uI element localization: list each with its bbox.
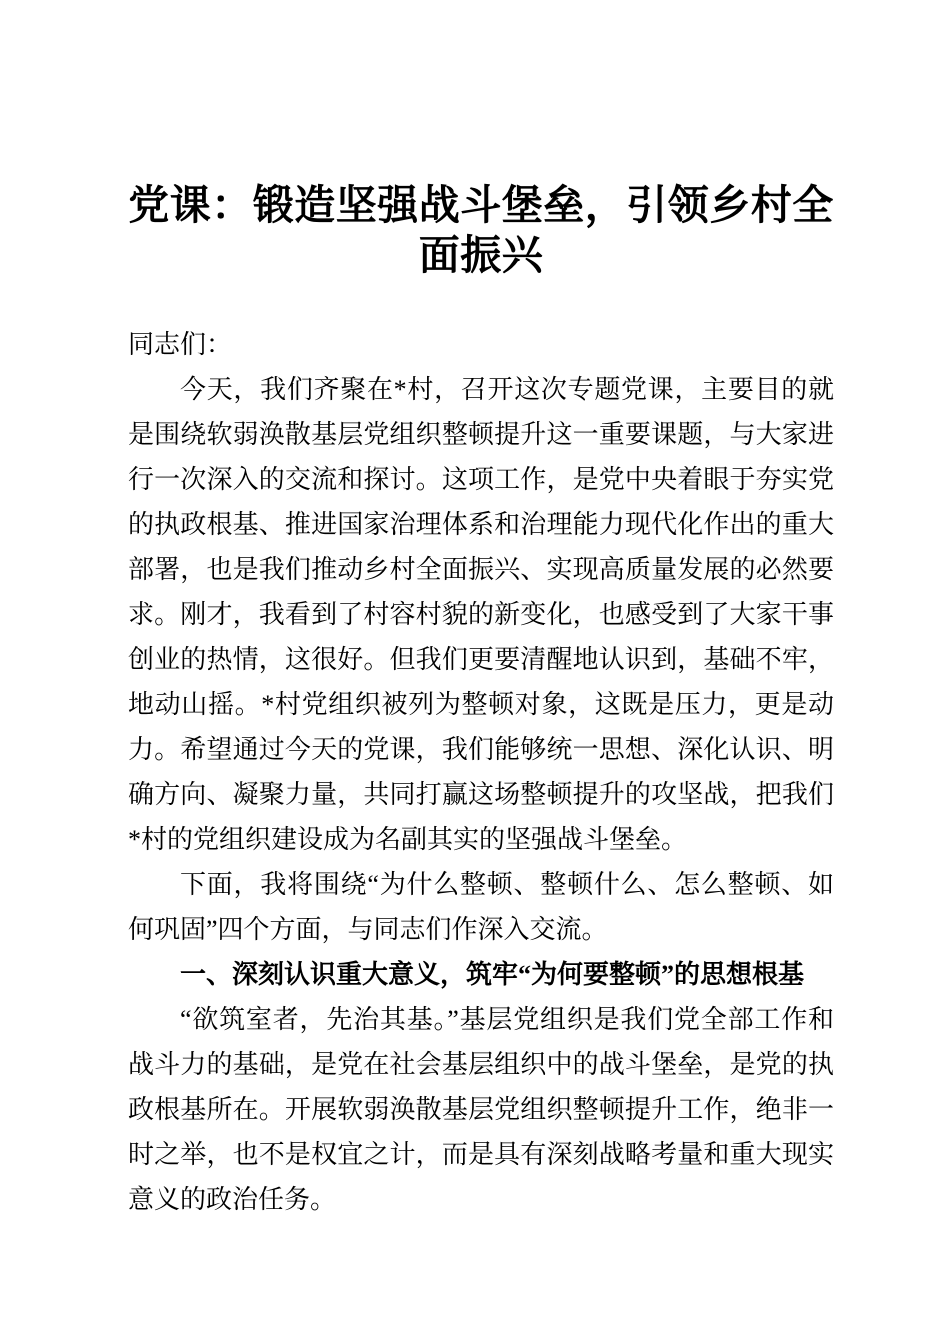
salutation: 同志们： bbox=[128, 330, 233, 359]
paragraph-outline: 下面，我将围绕“为什么整顿、整顿什么、怎么整顿、如何巩固”四个方面，与同志们作深入交流。 bbox=[128, 870, 834, 944]
section-1-heading: 一、深刻认识重大意义，筑牢“为何要整顿”的思想根基 bbox=[180, 960, 805, 989]
document-title: 党课：锻造坚强战斗堡垒，引领乡村全面振兴 bbox=[128, 182, 834, 278]
paragraph-intro: 今天，我们齐聚在*村，召开这次专题党课，主要目的就是围绕软弱涣散基层党组织整顿提升这一重要课题，与大家进行一次深入的交流和探讨。这项工作，是党中央着眼于夯实党的执政根基、推进国家治理体系和治理能力现代化作出的重大部署，也是我们推动乡村全面振兴、实现高质量发展的必然要求。刚才，我看到了村容村貌的新变化，也感受到了大家干事创业的热情，这很好。但我们更要清醒地认识到，基础不牢，地动山摇。*村党组织被列为整顿对象，这既是压力，更是动力。希望通过今天的党课，我们能够统一思想、深化认识、明确方向、凝聚力量，共同打赢这场整顿提升的攻坚战，把我们*村的党组织建设成为名副其实的坚强战斗堡垒。 bbox=[128, 375, 834, 854]
section-1-paragraph: “欲筑室者，先治其基。”基层党组织是我们党全部工作和战斗力的基础，是党在社会基层组织中的战斗堡垒，是党的执政根基所在。开展软弱涣散基层党组织整顿提升工作，绝非一时之举，也不是权宜之计，而是具有深刻战略考量和重大现实意义的政治任务。 bbox=[128, 1005, 834, 1214]
